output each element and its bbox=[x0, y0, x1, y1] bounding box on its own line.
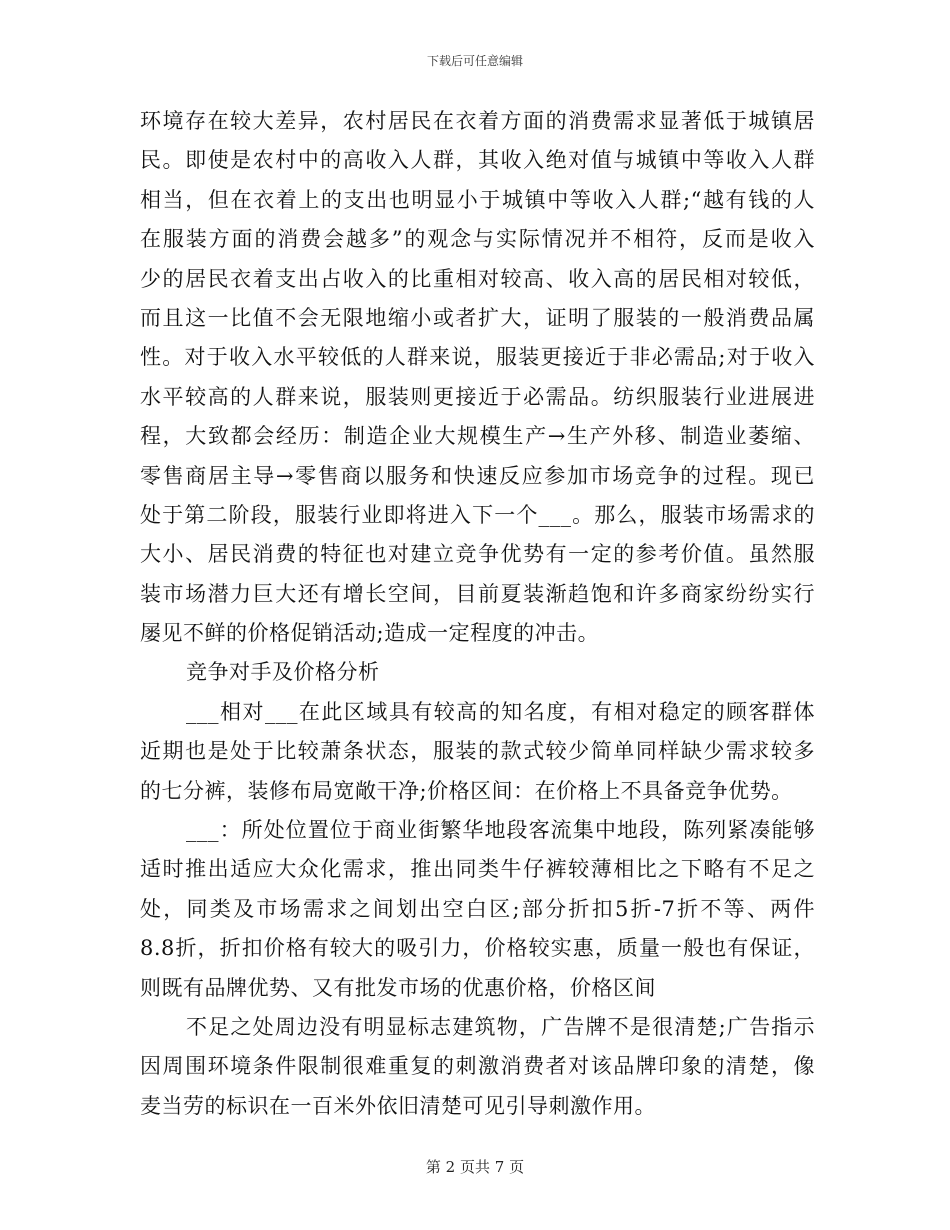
body-line: 麦当劳的标识在一百米外依旧清楚可见引导刺激作用。 bbox=[140, 1093, 656, 1118]
body-line: 处于第二阶段，服装行业即将进入下一个___。那么，服装市场需求的 bbox=[140, 502, 815, 527]
body-line: 零售商居主导→零售商以服务和快速反应参加市场竞争的过程。现已 bbox=[140, 463, 815, 488]
body-line: 8.8折，折扣价格有较大的吸引力，价格较实惠，质量一般也有保证， bbox=[140, 936, 815, 961]
body-line: 处，同类及市场需求之间划出空白区;部分折扣5折-7折不等、两件 bbox=[140, 896, 815, 921]
body-line: 大小、居民消费的特征也对建立竞争优势有一定的参考价值。虽然服 bbox=[140, 542, 815, 567]
body-line: 民。即使是农村中的高收入人群，其收入绝对值与城镇中等收入人群 bbox=[140, 148, 815, 173]
body-line: 而且这一比值不会无限地缩小或者扩大，证明了服装的一般消费品属 bbox=[140, 305, 815, 330]
body-line: 则既有品牌优势、又有批发市场的优惠价格，价格区间 bbox=[140, 975, 656, 1000]
body-line: 装市场潜力巨大还有增长空间，目前夏装渐趋饱和许多商家纷纷实行 bbox=[140, 581, 815, 606]
body-line: 性。对于收入水平较低的人群来说，服装更接近于非必需品;对于收入 bbox=[140, 345, 815, 370]
body-line: 屡见不鲜的价格促销活动;造成一定程度的冲击。 bbox=[140, 621, 600, 646]
body-line: ___相对___在此区域具有较高的知名度，有相对稳定的顾客群体 bbox=[186, 699, 815, 724]
body-line: 适时推出适应大众化需求，推出同类牛仔裤较薄相比之下略有不足之 bbox=[140, 857, 815, 882]
body-line: 环境存在较大差异，农村居民在衣着方面的消费需求显著低于城镇居 bbox=[140, 109, 815, 133]
body-line: 的七分裤，装修布局宽敞干净;价格区间：在价格上不具备竞争优势。 bbox=[140, 778, 793, 803]
document-body bbox=[140, 102, 815, 1126]
body-line: 相当，但在衣着上的支出也明显小于城镇中等收入人群;“越有钱的人 bbox=[140, 187, 815, 212]
body-line: 程，大致都会经历：制造企业大规模生产→生产外移、制造业萎缩、 bbox=[140, 424, 815, 449]
body-line: 少的居民衣着支出占收入的比重相对较高、收入高的居民相对较低， bbox=[140, 266, 815, 291]
body-line: ___：所处位置位于商业街繁华地段客流集中地段，陈列紧凑能够 bbox=[186, 818, 815, 843]
body-line: 在服装方面的消费会越多”的观念与实际情况并不相符，反而是收入 bbox=[140, 227, 815, 252]
body-line: 不足之处周边没有明显标志建筑物，广告牌不是很清楚;广告指示 bbox=[186, 1014, 815, 1039]
section-heading: 竞争对手及价格分析 bbox=[186, 660, 380, 685]
body-line: 因周围环境条件限制很难重复的刺激消费者对该品牌印象的清楚，像 bbox=[140, 1054, 815, 1079]
page-header: 下载后可任意编辑 bbox=[426, 54, 523, 68]
body-line: 水平较高的人群来说，服装则更接近于必需品。纺织服装行业进展进 bbox=[140, 384, 815, 409]
page-number: 第 2 页共 7 页 bbox=[425, 1158, 525, 1176]
body-line: 近期也是处于比较萧条状态，服装的款式较少简单同样缺少需求较多 bbox=[140, 739, 815, 764]
